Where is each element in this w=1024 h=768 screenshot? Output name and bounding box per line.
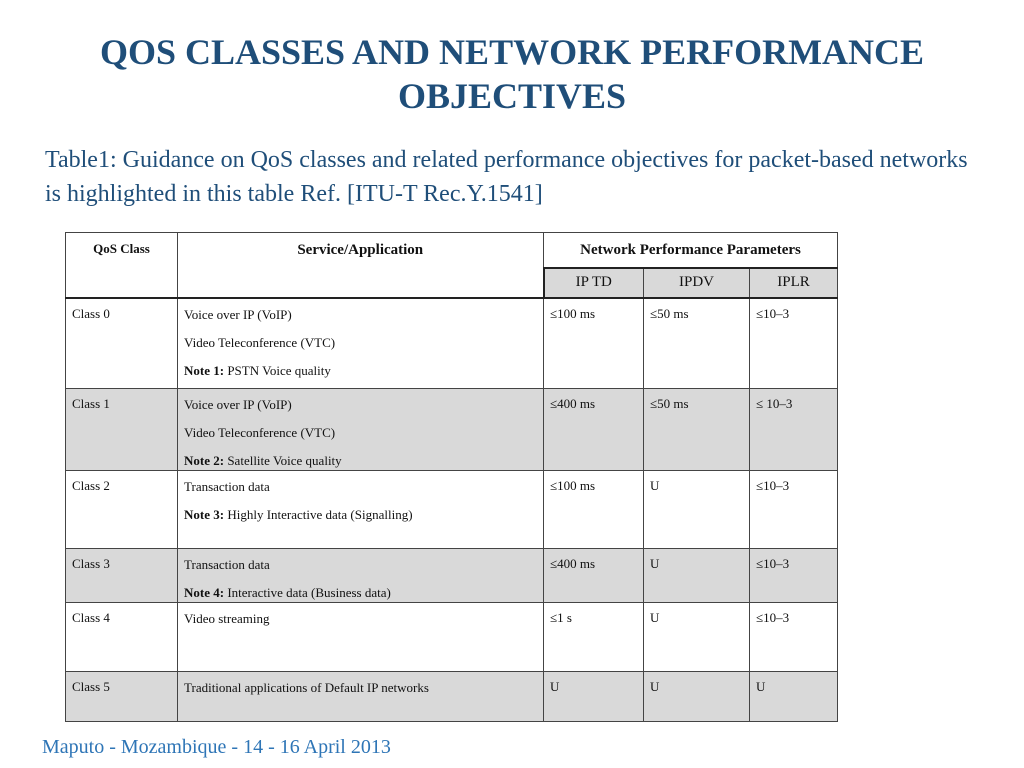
header-qos-class: QoS Class	[66, 233, 178, 299]
cell-ipdv: U	[644, 548, 750, 602]
cell-service	[178, 671, 544, 721]
service-line: Voice over IP (VoIP)	[184, 307, 292, 322]
table-row-class-5	[66, 671, 838, 721]
cell-service	[178, 388, 544, 470]
note-label: Note 1:	[184, 363, 225, 378]
cell-service	[178, 470, 544, 548]
header-iplr: IPLR	[750, 268, 838, 298]
cell-service	[178, 298, 544, 388]
cell-iplr: ≤10–3	[750, 298, 838, 388]
cell-ipdv: ≤50 ms	[644, 298, 750, 388]
note-text: PSTN Voice quality	[224, 363, 331, 378]
service-line: Traditional applications of Default IP networks	[184, 679, 429, 695]
service-line: Video Teleconference (VTC)	[184, 424, 336, 440]
cell-ipdv: U	[644, 671, 750, 721]
table-row-class-2	[66, 470, 838, 548]
cell-service	[178, 602, 544, 671]
table-row-class-4	[66, 602, 838, 671]
cell-iptd: ≤400 ms	[544, 548, 644, 602]
table-row-class-0	[66, 298, 838, 388]
service-line: Video streaming	[184, 610, 270, 626]
note-text: Highly Interactive data (Signalling)	[224, 506, 413, 522]
note-label: Note 4:	[184, 584, 225, 600]
cell-iplr: ≤10–3	[750, 470, 838, 548]
cell-iplr: ≤ 10–3	[750, 388, 838, 470]
cell-iptd: U	[544, 671, 644, 721]
note-label: Note 2:	[184, 452, 225, 468]
cell-iptd: ≤100 ms	[544, 298, 644, 388]
slide-title: QOS CLASSES AND NETWORK PERFORMANCE OBJECTIVES	[99, 32, 925, 116]
cell-qos-class: Class 3	[66, 548, 178, 602]
service-note	[184, 506, 537, 524]
note-label: Note 3:	[184, 506, 225, 522]
header-iptd: IP TD	[544, 268, 644, 298]
service-line: Transaction data	[184, 478, 270, 494]
cell-qos-class: Class 4	[66, 602, 178, 671]
cell-iplr: ≤10–3	[750, 602, 838, 671]
cell-iplr: U	[750, 671, 838, 721]
table-header-row	[66, 233, 838, 269]
cell-ipdv: ≤50 ms	[644, 388, 750, 470]
cell-iplr: ≤10–3	[750, 548, 838, 602]
qos-table	[65, 232, 838, 722]
service-line: Transaction data	[184, 556, 270, 572]
cell-ipdv: U	[644, 602, 750, 671]
service-line: Voice over IP (VoIP)	[184, 396, 292, 412]
cell-qos-class: Class 2	[66, 470, 178, 548]
cell-service	[178, 548, 544, 602]
note-text: Satellite Voice quality	[224, 452, 342, 468]
cell-ipdv: U	[644, 470, 750, 548]
cell-qos-class: Class 0	[66, 298, 178, 388]
footer-location-date: Maputo - Mozambique - 14 - 16 April 2013	[42, 736, 391, 758]
cell-qos-class: Class 1	[66, 388, 178, 470]
cell-iptd: ≤400 ms	[544, 388, 644, 470]
note-text: Interactive data (Business data)	[224, 584, 391, 600]
table-caption: Table1: Guidance on QoS classes and related performance objectives for packet-based networks is highlighted in this table Ref. [ITU-T Rec.Y.1541]	[45, 147, 968, 207]
table-row-class-3	[66, 548, 838, 602]
service-line: Video Teleconference (VTC)	[184, 335, 336, 350]
cell-qos-class: Class 5	[66, 671, 178, 721]
header-network-performance: Network Performance Parameters	[544, 233, 838, 269]
header-ipdv: IPDV	[644, 268, 750, 298]
table-row-class-1	[66, 388, 838, 470]
service-note	[184, 584, 537, 602]
cell-iptd: ≤100 ms	[544, 470, 644, 548]
service-note	[184, 362, 537, 380]
service-note	[184, 452, 537, 470]
header-service-application: Service/Application	[178, 233, 544, 299]
cell-iptd: ≤1 s	[544, 602, 644, 671]
